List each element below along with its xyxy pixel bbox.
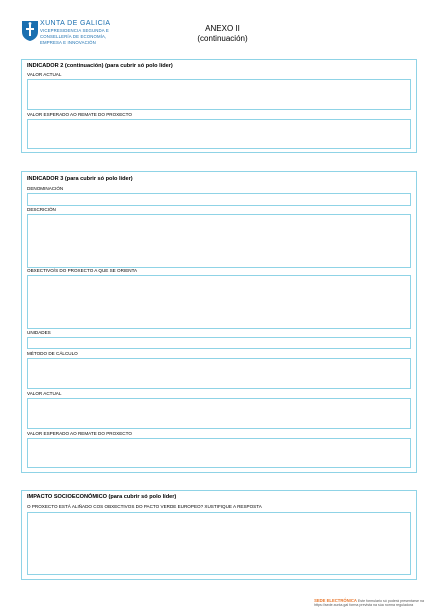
footer-brand: SEDE ELECTRÓNICA — [314, 598, 357, 603]
indicator2-expected-value-field[interactable] — [27, 119, 411, 149]
indicator2-section — [21, 59, 417, 153]
indicator2-expected-value-label: VALOR ESPERADO AO REMATE DO PROXECTO — [27, 112, 132, 117]
xunta-logo-icon — [20, 20, 40, 42]
indicator2-current-value-label: VALOR ACTUAL — [27, 72, 62, 77]
impact-justification-field[interactable] — [27, 512, 411, 575]
indicator3-units-label: UNIDADES — [27, 330, 51, 335]
indicator3-expected-value-label: VALOR ESPERADO AO REMATE DO PROXECTO — [27, 431, 132, 436]
footer-line1: Este formulario só poderá presentarse na — [357, 599, 424, 603]
indicator3-current-value-label: VALOR ACTUAL — [27, 391, 62, 396]
indicator2-current-value-field[interactable] — [27, 79, 411, 110]
indicator3-units-field[interactable] — [27, 337, 411, 349]
footer-line3: forma prevista na súa norma reguladora — [349, 603, 414, 608]
indicator3-description-label: DESCRICIÓN — [27, 207, 56, 212]
org-line-4: EMPRESA E INNOVACIÓN — [40, 40, 96, 45]
indicator3-section — [21, 171, 417, 473]
org-line-2: VICEPRESIDENCIA SEGUNDA E — [40, 28, 109, 33]
indicator3-objectives-field[interactable] — [27, 275, 411, 329]
annex-subtitle: (continuación) — [197, 34, 248, 43]
indicator3-method-label: MÉTODO DE CÁLCULO — [27, 351, 78, 356]
indicator3-description-field[interactable] — [27, 214, 411, 268]
indicator3-expected-value-field[interactable] — [27, 438, 411, 468]
organization-name — [40, 19, 110, 46]
org-line-1: XUNTA DE GALICIA — [40, 20, 111, 27]
indicator3-method-field[interactable] — [27, 358, 411, 389]
indicator2-title: INDICADOR 2 (continuación) (para cubrir só polo líder) — [27, 63, 173, 69]
impact-question-label: O PROXECTO ESTÁ ALIÑADO COS OBXECTIVOS DO PACTO VERDE EUROPEO? XUSTIFIQUE A RESPOSTA — [27, 504, 262, 509]
indicator3-current-value-field[interactable] — [27, 398, 411, 429]
indicator3-name-field[interactable] — [27, 193, 411, 206]
footer-note — [314, 599, 424, 608]
indicator3-name-label: DENOMINACIÓN — [27, 186, 64, 191]
org-line-3: CONSELLERÍA DE ECONOMÍA, — [40, 34, 107, 39]
impact-title: IMPACTO SOCIOECONÓMICO (para cubrir só polo líder) — [27, 494, 177, 500]
impact-section — [21, 490, 417, 580]
indicator3-objectives-label: OBXECTIVO/S DO PROXECTO A QUE SE ORIENTA — [27, 268, 138, 273]
indicator3-title: INDICADOR 3 (para cubrir só polo líder) — [27, 176, 133, 182]
footer-url[interactable]: https://sede.xunta.gal — [314, 603, 349, 608]
annex-heading — [180, 24, 265, 44]
annex-title: ANEXO II — [205, 24, 240, 33]
